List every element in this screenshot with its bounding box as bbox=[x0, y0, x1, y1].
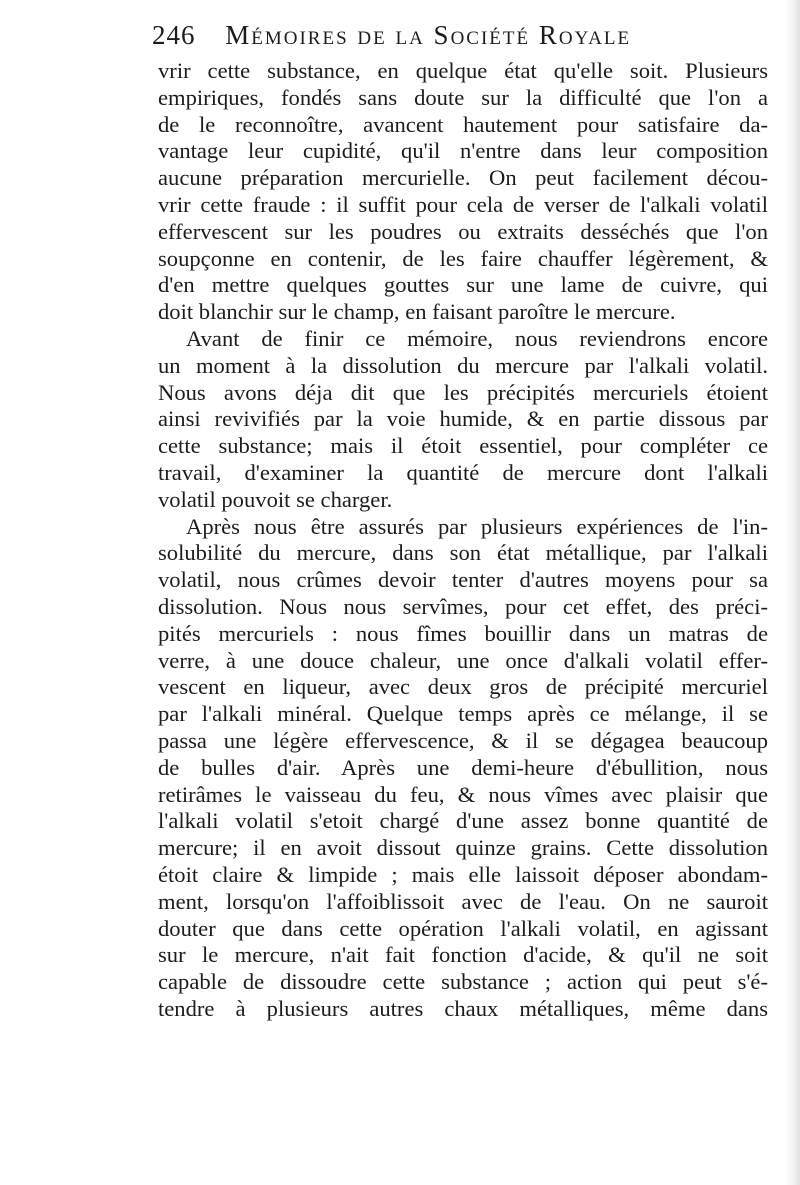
text-line: un moment à la dissolution du mercure par l'alkali volatil. bbox=[158, 352, 768, 378]
text-line: dissolution. Nous nous servîmes, pour cet effet, des préci- bbox=[158, 593, 768, 619]
text-line: vantage leur cupidité, qu'il n'entre dans leur composition bbox=[158, 138, 768, 164]
text-line: de le reconnoître, avancent hautement pour satisfaire da- bbox=[158, 111, 768, 137]
text-line: volatil, nous crûmes devoir tenter d'autres moyens pour sa bbox=[158, 567, 768, 593]
text-line: sur le mercure, n'ait fait fonction d'acide, & qu'il ne soit bbox=[158, 942, 768, 968]
text-line: Nous avons déja dit que les précipités mercuriels étoient bbox=[158, 379, 768, 405]
paragraph bbox=[158, 58, 768, 326]
running-title: Mémoires de la Société Royale bbox=[225, 20, 632, 50]
paragraph bbox=[158, 514, 768, 1023]
page-number: 246 bbox=[152, 20, 196, 50]
text-line: aucune préparation mercurielle. On peut facilement décou- bbox=[158, 165, 768, 191]
page-edge-shadow bbox=[786, 0, 800, 1185]
text-line: travail, d'examiner la quantité de mercure dont l'alkali bbox=[158, 459, 768, 485]
text-line: capable de dissoudre cette substance ; action qui peut s'é- bbox=[158, 969, 768, 995]
text-line: vrir cette fraude : il suffit pour cela de verser de l'alkali volatil bbox=[158, 191, 768, 217]
text-line: ment, lorsqu'on l'affoiblissoit avec de l'eau. On ne sauroit bbox=[158, 888, 768, 914]
text-line: empiriques, fondés sans doute sur la difficulté que l'on a bbox=[158, 84, 768, 110]
text-line: passa une légère effervescence, & il se dégagea beaucoup bbox=[158, 727, 768, 753]
page-header bbox=[152, 20, 772, 60]
text-line: vrir cette substance, en quelque état qu'elle soit. Plusieurs bbox=[158, 58, 768, 83]
text-line: ainsi revivifiés par la voie humide, & en partie dissous par bbox=[158, 406, 768, 432]
text-line: Après nous être assurés par plusieurs expériences de l'in- bbox=[186, 513, 768, 539]
text-line: de bulles d'air. Après une demi-heure d'ébullition, nous bbox=[158, 754, 768, 780]
text-line: mercure; il en avoit dissout quinze grains. Cette dissolution bbox=[158, 835, 768, 861]
text-line: par l'alkali minéral. Quelque temps après ce mélange, il se bbox=[158, 701, 768, 727]
body-text bbox=[158, 58, 768, 1023]
text-line: retirâmes le vaisseau du feu, & nous vîmes avec plaisir que bbox=[158, 781, 768, 807]
text-line: l'alkali volatil s'etoit chargé d'une assez bonne quantité de bbox=[158, 808, 768, 834]
text-line: étoit claire & limpide ; mais elle laissoit déposer abondam- bbox=[158, 861, 768, 887]
text-line: cette substance; mais il étoit essentiel, pour compléter ce bbox=[158, 433, 768, 459]
text-line: vescent en liqueur, avec deux gros de précipité mercuriel bbox=[158, 674, 768, 700]
text-line: tendre à plusieurs autres chaux métalliques, même dans bbox=[158, 995, 768, 1021]
text-line: pités mercuriels : nous fîmes bouillir dans un matras de bbox=[158, 620, 768, 646]
text-line: d'en mettre quelques gouttes sur une lame de cuivre, qui bbox=[158, 272, 768, 298]
text-line: douter que dans cette opération l'alkali volatil, en agissant bbox=[158, 915, 768, 941]
text-line: solubilité du mercure, dans son état métallique, par l'alkali bbox=[158, 540, 768, 566]
text-line: effervescent sur les poudres ou extraits desséchés que l'on bbox=[158, 218, 768, 244]
paragraph bbox=[158, 326, 768, 514]
text-line: volatil pouvoit se charger. bbox=[158, 486, 393, 512]
text-line: doit blanchir sur le champ, en faisant paroître le mercure. bbox=[158, 299, 676, 325]
text-line: Avant de finir ce mémoire, nous reviendrons encore bbox=[186, 325, 768, 351]
text-line: verre, à une douce chaleur, une once d'alkali volatil effer- bbox=[158, 647, 768, 673]
text-line: soupçonne en contenir, de les faire chauffer légèrement, & bbox=[158, 245, 768, 271]
